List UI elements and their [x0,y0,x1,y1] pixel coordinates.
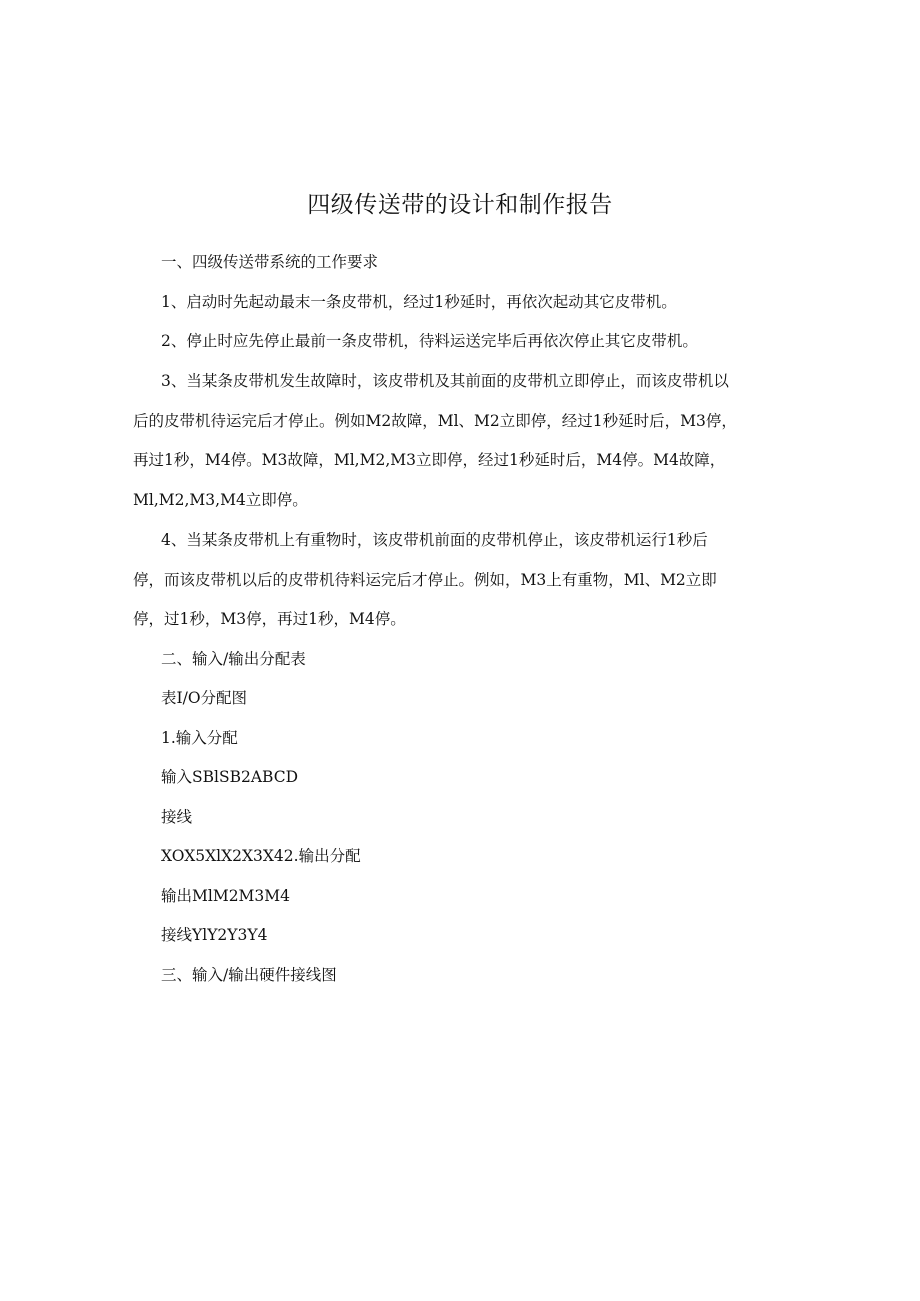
requirement-2: 2、停止时应先停止最前一条皮带机，待料运送完毕后再依次停止其它皮带机。 [161,332,698,350]
requirement-4-line-3: 停，过1秒，M3停，再过1秒，M4停。 [133,610,406,628]
section2-heading: 二、输入/输出分配表 [161,650,306,668]
output-wiring-row: 接线YlY2Y3Y4 [161,926,268,944]
output-row: 输出MlM2M3M4 [161,887,291,905]
input-wiring-row: XOX5XlX2X3X42.输出分配 [161,847,361,865]
requirement-3-line-1: 3、当某条皮带机发生故障时，该皮带机及其前面的皮带机立即停止，而该皮带机以 [161,372,729,390]
section3-heading: 三、输入/输出硬件接线图 [161,966,337,984]
section1-heading: 一、四级传送带系统的工作要求 [161,253,379,271]
requirement-4-line-2: 停，而该皮带机以后的皮带机待料运完后才停止。例如，M3上有重物，Ml、M2立即 [133,571,717,589]
input-allocation-heading: 1.输入分配 [161,729,238,747]
requirement-3-line-3: 再过1秒，M4停。M3故障，Ml,M2,M3立即停，经过1秒延时后，M4停。M4故障， [133,451,726,469]
requirement-3-line-4: Ml,M2,M3,M4立即停。 [133,491,308,509]
requirement-3-line-2: 后的皮带机待运完后才停止。例如M2故障，Ml、M2立即停，经过1秒延时后，M3停， [133,412,737,430]
table-caption: 表I/O分配图 [161,689,248,707]
input-row: 输入SBlSB2ABCD [161,768,298,786]
requirement-1: 1、启动时先起动最末一条皮带机，经过1秒延时，再依次起动其它皮带机。 [161,293,677,311]
requirement-4-line-1: 4、当某条皮带机上有重物时，该皮带机前面的皮带机停止，该皮带机运行1秒后 [161,531,708,549]
document-title: 四级传送带的设计和制作报告 [307,192,613,218]
wiring-label: 接线 [161,808,193,826]
